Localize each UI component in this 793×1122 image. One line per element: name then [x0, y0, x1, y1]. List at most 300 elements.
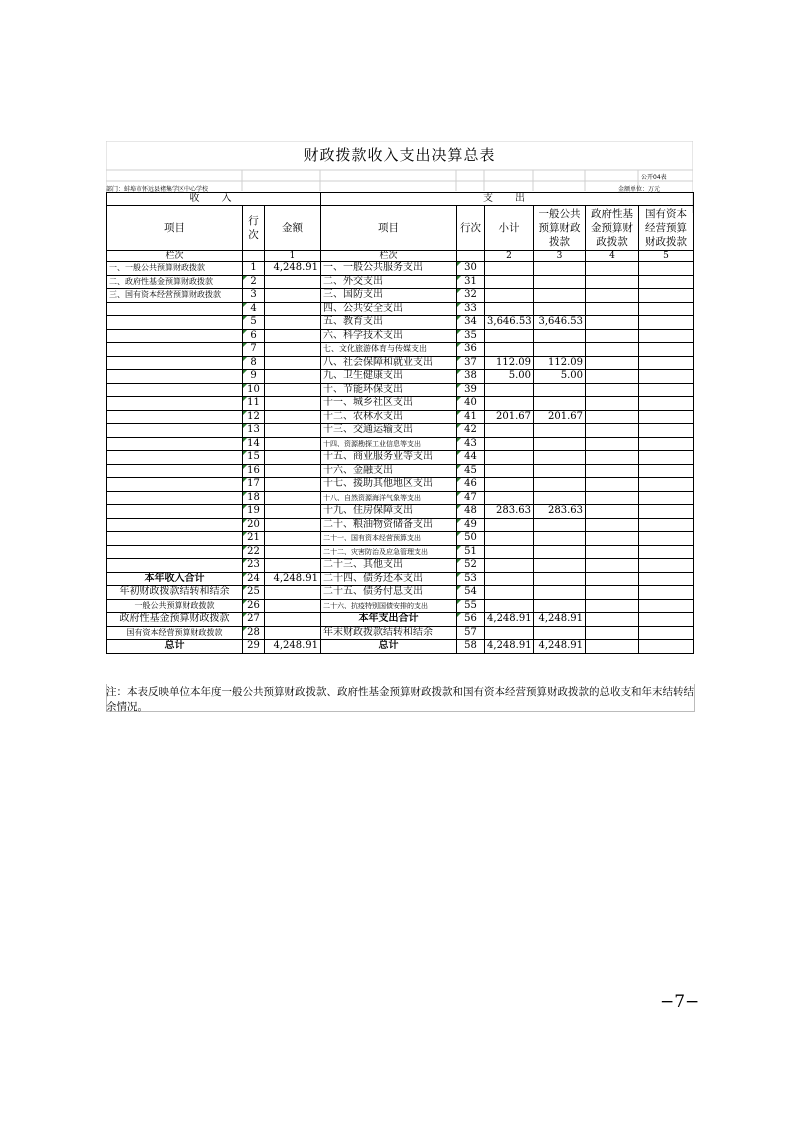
expense-item-cell: 本年支出合计	[321, 613, 457, 627]
general-budget-cell: 112.09	[534, 356, 586, 370]
table-row	[107, 289, 694, 303]
income-item-cell: 总计	[107, 640, 243, 654]
subtotal-cell: 201.67	[485, 410, 534, 424]
fund-budget-cell	[586, 478, 639, 492]
subtotal-cell	[485, 397, 534, 411]
expense-row-cell: 30	[457, 262, 485, 276]
income-row-cell: 29	[243, 640, 265, 654]
capital-budget-cell	[639, 370, 694, 384]
subtotal-cell	[485, 478, 534, 492]
col-index-5: 5	[639, 251, 694, 262]
subtotal-cell	[485, 329, 534, 343]
income-item-cell	[107, 532, 243, 546]
capital-budget-cell	[639, 545, 694, 559]
col-index-2: 2	[485, 251, 534, 262]
amount-cell	[265, 302, 321, 316]
general-budget-cell	[534, 572, 586, 586]
income-row-cell: 9	[243, 370, 265, 384]
table-row	[107, 532, 694, 546]
subtotal-cell	[485, 289, 534, 303]
fund-budget-cell	[586, 599, 639, 613]
fund-budget-cell	[586, 262, 639, 276]
table-row	[107, 343, 694, 357]
general-budget-cell	[534, 383, 586, 397]
amount-cell: 4,248.91	[265, 640, 321, 654]
subtotal-cell	[485, 559, 534, 573]
table-row	[107, 640, 694, 654]
capital-budget-cell	[639, 505, 694, 519]
income-row-cell: 2	[243, 275, 265, 289]
table-row	[107, 464, 694, 478]
expense-row-cell: 52	[457, 559, 485, 573]
income-row-cell: 5	[243, 316, 265, 330]
capital-budget-cell	[639, 599, 694, 613]
subtotal-cell	[485, 383, 534, 397]
col-index-empty	[243, 251, 265, 262]
general-budget-cell	[534, 478, 586, 492]
col-row-income: 行次	[243, 206, 265, 251]
general-budget-cell	[534, 329, 586, 343]
table-row	[107, 626, 694, 640]
income-row-cell: 1	[243, 262, 265, 276]
income-row-cell: 3	[243, 289, 265, 303]
income-item-cell	[107, 559, 243, 573]
capital-budget-cell	[639, 478, 694, 492]
expense-row-cell: 42	[457, 424, 485, 438]
income-row-cell: 4	[243, 302, 265, 316]
expense-item-cell: 十三、交通运输支出	[321, 424, 457, 438]
expense-item-cell: 十一、城乡社区支出	[321, 397, 457, 411]
fiscal-summary-table	[106, 192, 694, 654]
income-row-cell: 12	[243, 410, 265, 424]
fund-budget-cell	[586, 640, 639, 654]
capital-budget-cell	[639, 437, 694, 451]
expense-row-cell: 31	[457, 275, 485, 289]
general-budget-cell	[534, 626, 586, 640]
subtotal-cell	[485, 518, 534, 532]
col-index-1: 1	[265, 251, 321, 262]
general-budget-cell	[534, 559, 586, 573]
expense-row-cell: 35	[457, 329, 485, 343]
table-row	[107, 302, 694, 316]
expense-item-cell: 十九、住房保障支出	[321, 505, 457, 519]
col-index-label: 栏次	[107, 251, 243, 262]
general-budget-cell: 4,248.91	[534, 613, 586, 627]
amount-cell	[265, 356, 321, 370]
capital-budget-cell	[639, 316, 694, 330]
department-label: 部门：蚌埠市怀远县褚集学区中心学校	[106, 186, 209, 193]
fund-budget-cell	[586, 275, 639, 289]
fund-budget-cell	[586, 532, 639, 546]
capital-budget-cell	[639, 329, 694, 343]
table-row	[107, 316, 694, 330]
expense-row-cell: 58	[457, 640, 485, 654]
subtotal-cell	[485, 599, 534, 613]
capital-budget-cell	[639, 424, 694, 438]
table-body	[107, 262, 694, 654]
fund-budget-cell	[586, 343, 639, 357]
income-row-cell: 10	[243, 383, 265, 397]
expense-item-cell: 二十五、债务付息支出	[321, 586, 457, 600]
income-row-cell: 17	[243, 478, 265, 492]
capital-budget-cell	[639, 302, 694, 316]
capital-budget-cell	[639, 626, 694, 640]
general-budget-cell	[534, 275, 586, 289]
fund-budget-cell	[586, 559, 639, 573]
expense-row-cell: 54	[457, 586, 485, 600]
fund-budget-cell	[586, 464, 639, 478]
amount-cell	[265, 505, 321, 519]
table-row	[107, 545, 694, 559]
header-row-sections	[107, 193, 694, 206]
expense-item-cell: 一、一般公共服务支出	[321, 262, 457, 276]
expense-item-cell: 二十六、抗疫特别国债安排的支出	[321, 599, 457, 613]
subtotal-cell	[485, 586, 534, 600]
subtotal-cell	[485, 572, 534, 586]
amount-cell	[265, 532, 321, 546]
expense-row-cell: 34	[457, 316, 485, 330]
subtotal-cell	[485, 437, 534, 451]
col-index-label2: 栏次	[321, 251, 457, 262]
amount-cell	[265, 424, 321, 438]
capital-budget-cell	[639, 464, 694, 478]
table-row	[107, 275, 694, 289]
expense-row-cell: 46	[457, 478, 485, 492]
expense-item-cell: 二十、粮油物资储备支出	[321, 518, 457, 532]
income-row-cell: 8	[243, 356, 265, 370]
subtotal-cell	[485, 302, 534, 316]
income-row-cell: 13	[243, 424, 265, 438]
table-row	[107, 329, 694, 343]
subtotal-cell: 4,248.91	[485, 640, 534, 654]
income-item-cell	[107, 329, 243, 343]
general-budget-cell	[534, 532, 586, 546]
table-row	[107, 518, 694, 532]
income-row-cell: 23	[243, 559, 265, 573]
income-item-cell	[107, 397, 243, 411]
amount-cell	[265, 626, 321, 640]
table-row	[107, 437, 694, 451]
expense-row-cell: 57	[457, 626, 485, 640]
capital-budget-cell	[639, 532, 694, 546]
expense-item-cell: 十、节能环保支出	[321, 383, 457, 397]
fund-budget-cell	[586, 329, 639, 343]
expense-item-cell: 六、科学技术支出	[321, 329, 457, 343]
unit-label: 金额单位：万元	[618, 186, 661, 193]
expense-row-cell: 45	[457, 464, 485, 478]
fund-budget-cell	[586, 383, 639, 397]
expense-item-cell: 十七、援助其他地区支出	[321, 478, 457, 492]
expense-item-cell: 三、国防支出	[321, 289, 457, 303]
table-row	[107, 262, 694, 276]
income-item-cell	[107, 383, 243, 397]
amount-cell	[265, 451, 321, 465]
income-item-cell: 一、一般公共预算财政拨款	[107, 262, 243, 276]
income-row-cell: 18	[243, 491, 265, 505]
table-title: 财政拨款收入支出决算总表	[303, 146, 496, 164]
table-row	[107, 370, 694, 384]
col-amount: 金额	[265, 206, 321, 251]
amount-cell	[265, 289, 321, 303]
capital-budget-cell	[639, 640, 694, 654]
expense-item-cell: 二、外交支出	[321, 275, 457, 289]
capital-budget-cell	[639, 491, 694, 505]
income-item-cell: 二、政府性基金预算财政拨款	[107, 275, 243, 289]
expense-row-cell: 55	[457, 599, 485, 613]
income-row-cell: 19	[243, 505, 265, 519]
expense-row-cell: 51	[457, 545, 485, 559]
table-row	[107, 613, 694, 627]
capital-budget-cell	[639, 586, 694, 600]
general-budget-cell	[534, 491, 586, 505]
income-item-cell	[107, 424, 243, 438]
income-item-cell	[107, 370, 243, 384]
expense-row-cell: 33	[457, 302, 485, 316]
amount-cell	[265, 370, 321, 384]
table-row	[107, 478, 694, 492]
fund-budget-cell	[586, 613, 639, 627]
subtotal-cell	[485, 275, 534, 289]
capital-budget-cell	[639, 383, 694, 397]
income-item-cell	[107, 545, 243, 559]
subtotal-cell	[485, 424, 534, 438]
amount-cell	[265, 316, 321, 330]
general-budget-cell	[534, 302, 586, 316]
income-row-cell: 26	[243, 599, 265, 613]
table-row	[107, 451, 694, 465]
amount-cell	[265, 518, 321, 532]
general-budget-cell	[534, 545, 586, 559]
income-item-cell	[107, 410, 243, 424]
general-budget-cell	[534, 262, 586, 276]
expense-item-cell: 十六、金融支出	[321, 464, 457, 478]
expense-row-cell: 36	[457, 343, 485, 357]
expense-item-cell: 十四、资源勘探工业信息等支出	[321, 437, 457, 451]
subtotal-cell: 4,248.91	[485, 613, 534, 627]
general-budget-cell	[534, 586, 586, 600]
general-budget-cell: 3,646.53	[534, 316, 586, 330]
capital-budget-cell	[639, 613, 694, 627]
amount-cell	[265, 410, 321, 424]
table-row	[107, 586, 694, 600]
col-index-4: 4	[586, 251, 639, 262]
expense-item-cell: 七、文化旅游体育与传媒支出	[321, 343, 457, 357]
expense-item-cell: 十八、自然资源海洋气象等支出	[321, 491, 457, 505]
income-item-cell: 一般公共预算财政拨款	[107, 599, 243, 613]
income-row-cell: 15	[243, 451, 265, 465]
amount-cell	[265, 275, 321, 289]
expense-row-cell: 50	[457, 532, 485, 546]
income-item-cell	[107, 437, 243, 451]
subtotal-cell	[485, 451, 534, 465]
table-row	[107, 410, 694, 424]
fund-budget-cell	[586, 410, 639, 424]
fund-budget-cell	[586, 626, 639, 640]
header-row-columns	[107, 206, 694, 251]
expense-item-cell: 年末财政拨款结转和结余	[321, 626, 457, 640]
amount-cell	[265, 343, 321, 357]
expense-item-cell: 五、教育支出	[321, 316, 457, 330]
expense-item-cell: 十二、农林水支出	[321, 410, 457, 424]
income-row-cell: 28	[243, 626, 265, 640]
income-item-cell: 三、国有资本经营预算财政拨款	[107, 289, 243, 303]
fund-budget-cell	[586, 586, 639, 600]
income-header: 收 入	[107, 193, 321, 206]
amount-cell	[265, 559, 321, 573]
expense-item-cell: 总计	[321, 640, 457, 654]
expense-item-cell: 十五、商业服务业等支出	[321, 451, 457, 465]
income-item-cell: 国有资本经营预算财政拨款	[107, 626, 243, 640]
subtotal-cell: 5.00	[485, 370, 534, 384]
income-row-cell: 11	[243, 397, 265, 411]
income-row-cell: 20	[243, 518, 265, 532]
subtotal-cell: 283.63	[485, 505, 534, 519]
income-item-cell	[107, 302, 243, 316]
expense-row-cell: 37	[457, 356, 485, 370]
income-item-cell: 年初财政拨款结转和结余	[107, 586, 243, 600]
table-row	[107, 491, 694, 505]
subtotal-cell	[485, 262, 534, 276]
expense-item-cell: 二十二、灾害防治及应急管理支出	[321, 545, 457, 559]
income-item-cell	[107, 478, 243, 492]
income-item-cell	[107, 356, 243, 370]
fund-budget-cell	[586, 437, 639, 451]
expense-row-cell: 40	[457, 397, 485, 411]
expense-row-cell: 38	[457, 370, 485, 384]
expense-item-cell: 八、社会保障和就业支出	[321, 356, 457, 370]
fund-budget-cell	[586, 491, 639, 505]
subtotal-cell: 3,646.53	[485, 316, 534, 330]
income-item-cell	[107, 491, 243, 505]
capital-budget-cell	[639, 451, 694, 465]
table-row	[107, 572, 694, 586]
capital-budget-cell	[639, 559, 694, 573]
amount-cell	[265, 478, 321, 492]
amount-cell	[265, 545, 321, 559]
fund-budget-cell	[586, 518, 639, 532]
general-budget-cell	[534, 397, 586, 411]
income-item-cell: 本年收入合计	[107, 572, 243, 586]
income-item-cell	[107, 451, 243, 465]
amount-cell	[265, 383, 321, 397]
capital-budget-cell	[639, 572, 694, 586]
capital-budget-cell	[639, 356, 694, 370]
table-row	[107, 505, 694, 519]
income-row-cell: 14	[243, 437, 265, 451]
capital-budget-cell	[639, 289, 694, 303]
table-row	[107, 424, 694, 438]
header-row-index	[107, 251, 694, 262]
fund-budget-cell	[586, 572, 639, 586]
income-row-cell: 21	[243, 532, 265, 546]
subtotal-cell	[485, 464, 534, 478]
income-row-cell: 24	[243, 572, 265, 586]
amount-cell	[265, 329, 321, 343]
fund-budget-cell	[586, 356, 639, 370]
table-row	[107, 356, 694, 370]
table-row	[107, 397, 694, 411]
page-number: −7−	[660, 992, 700, 1012]
col-fund: 政府性基金预算财政拨款	[586, 206, 639, 251]
income-item-cell: 政府性基金预算财政拨款	[107, 613, 243, 627]
expense-row-cell: 44	[457, 451, 485, 465]
subtotal-cell: 112.09	[485, 356, 534, 370]
expense-row-cell: 47	[457, 491, 485, 505]
expense-header: 支 出	[321, 193, 694, 206]
expense-item-cell: 九、卫生健康支出	[321, 370, 457, 384]
general-budget-cell	[534, 599, 586, 613]
col-item-income: 项目	[107, 206, 243, 251]
general-budget-cell	[534, 343, 586, 357]
expense-row-cell: 39	[457, 383, 485, 397]
amount-cell	[265, 437, 321, 451]
capital-budget-cell	[639, 518, 694, 532]
amount-cell	[265, 586, 321, 600]
general-budget-cell	[534, 518, 586, 532]
income-item-cell	[107, 316, 243, 330]
form-number: 公开04表	[641, 174, 667, 181]
income-row-cell: 6	[243, 329, 265, 343]
table-row	[107, 599, 694, 613]
expense-item-cell: 四、公共安全支出	[321, 302, 457, 316]
general-budget-cell: 5.00	[534, 370, 586, 384]
col-subtotal: 小计	[485, 206, 534, 251]
income-item-cell	[107, 343, 243, 357]
income-row-cell: 7	[243, 343, 265, 357]
fund-budget-cell	[586, 370, 639, 384]
capital-budget-cell	[639, 275, 694, 289]
fund-budget-cell	[586, 397, 639, 411]
capital-budget-cell	[639, 397, 694, 411]
subtotal-cell	[485, 532, 534, 546]
income-row-cell: 22	[243, 545, 265, 559]
table-note: 注：本表反映单位本年度一般公共预算财政拨款、政府性基金预算财政拨款和国有资本经营预算财政拨款的总收支和年末结转结余情况。	[106, 686, 694, 713]
fund-budget-cell	[586, 316, 639, 330]
capital-budget-cell	[639, 262, 694, 276]
expense-row-cell: 49	[457, 518, 485, 532]
income-item-cell	[107, 518, 243, 532]
col-item-expense: 项目	[321, 206, 457, 251]
capital-budget-cell	[639, 410, 694, 424]
fund-budget-cell	[586, 302, 639, 316]
amount-cell	[265, 491, 321, 505]
general-budget-cell	[534, 289, 586, 303]
general-budget-cell	[534, 451, 586, 465]
subtotal-cell	[485, 343, 534, 357]
general-budget-cell: 283.63	[534, 505, 586, 519]
income-row-cell: 27	[243, 613, 265, 627]
expense-row-cell: 41	[457, 410, 485, 424]
amount-cell	[265, 599, 321, 613]
table-row	[107, 383, 694, 397]
amount-cell: 4,248.91	[265, 572, 321, 586]
fund-budget-cell	[586, 505, 639, 519]
income-row-cell: 25	[243, 586, 265, 600]
table-row	[107, 559, 694, 573]
fund-budget-cell	[586, 545, 639, 559]
col-index-3: 3	[534, 251, 586, 262]
income-row-cell: 16	[243, 464, 265, 478]
col-row-expense: 行次	[457, 206, 485, 251]
fund-budget-cell	[586, 424, 639, 438]
general-budget-cell	[534, 424, 586, 438]
col-capital: 国有资本经营预算财政拨款	[639, 206, 694, 251]
general-budget-cell: 201.67	[534, 410, 586, 424]
fund-budget-cell	[586, 289, 639, 303]
expense-row-cell: 43	[457, 437, 485, 451]
income-item-cell	[107, 464, 243, 478]
amount-cell	[265, 613, 321, 627]
